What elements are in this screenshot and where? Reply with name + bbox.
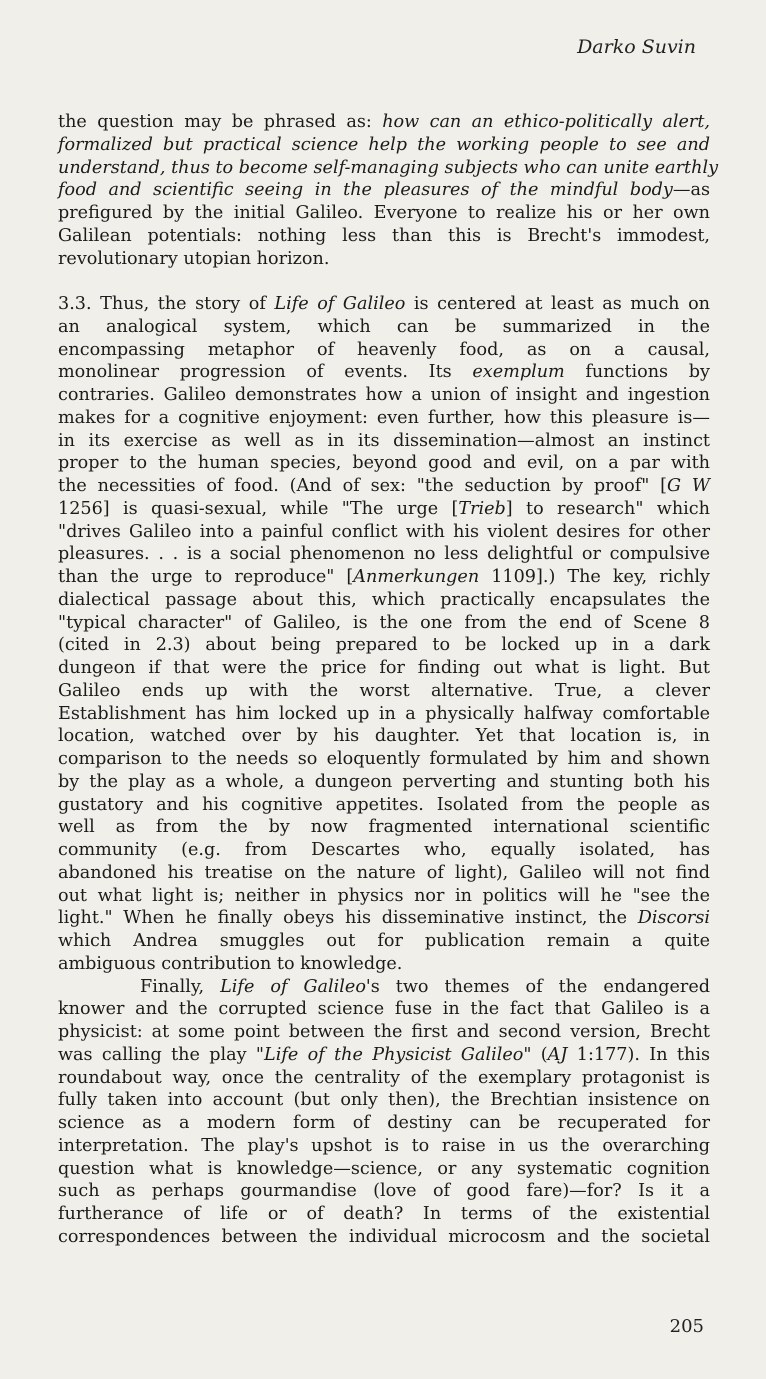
text-line: Finally, Life of Galileo's two themes of the endangered [140, 976, 711, 997]
text-line: 1256] is quasi-sexual, while "The urge [Trieb] to research" which [58, 498, 710, 519]
paragraph-2 [58, 293, 710, 976]
text-line: 3.3. Thus, the story of Life of Galileo is centered at least as much on [58, 294, 711, 314]
text-line: furtherance of life or of death? In terms of the existential [58, 1204, 710, 1224]
text-line: pleasures. . . is a social phenomenon no less delightful or compulsive [58, 544, 710, 565]
text-line: fully taken into account (but only then), the Brechtian insistence on [58, 1090, 710, 1111]
text-line: correspondences between the individual microcosm and the societal [58, 1226, 710, 1247]
text-line: the question may be phrased as: how can an ethico-politically alert, [58, 112, 711, 132]
text-line: location, watched over by his daughter. Yet that location is, in [58, 726, 710, 747]
text-line: encompassing metaphor of heavenly food, as on a causal, [58, 339, 710, 360]
text-line: gustatory and his cognitive appetites. Isolated from the people as [58, 794, 710, 815]
text-line: prefigured by the initial Galileo. Everyone to realize his or her own [58, 203, 710, 223]
text-line: abandoned his treatise on the nature of light), Galileo will not find [58, 862, 710, 883]
text-line: formalized but practical science help the working people to see and [58, 134, 710, 155]
text-line: than the urge to reproduce" [Anmerkungen 1109].) The key, richly [58, 567, 710, 587]
text-line: light." When he finally obeys his disseminative instinct, the Discorsi [58, 908, 710, 929]
body-text [58, 111, 719, 1249]
running-head: Darko Suvin [577, 36, 696, 58]
text-line: makes for a cognitive enjoyment: even further, how this pleasure is— [58, 407, 710, 428]
text-line: (cited in 2.3) about being prepared to be locked up in a dark [58, 635, 710, 656]
text-line: interpretation. The play's upshot is to raise in us the overarching [58, 1135, 710, 1156]
text-line: comparison to the needs so eloquently formulated by him and shown [58, 749, 710, 769]
text-line: Galilean potentials: nothing less than this is Brecht's immodest, [58, 225, 710, 246]
text-line: out what light is; neither in physics nor in politics will he "see the [58, 885, 710, 906]
text-line: dungeon if that were the price for finding out what is light. But [58, 658, 710, 678]
text-line: such as perhaps gourmandise (love of good fare)—for? Is it a [58, 1181, 710, 1202]
paragraph-1 [58, 111, 719, 270]
text-line: which Andrea smuggles out for publication remain a quite [58, 931, 710, 951]
text-line: an analogical system, which can be summarized in the [58, 316, 710, 337]
text-line: roundabout way, once the centrality of the exemplary protagonist is [58, 1067, 710, 1088]
page-number: 205 [669, 1316, 704, 1337]
text-line: food and scientific seeing in the pleasures of the mindful body—as [58, 180, 710, 201]
text-line: Galileo ends up with the worst alternative. True, a clever [58, 680, 710, 701]
text-line: understand, thus to become self-managing subjects who can unite earthly [58, 157, 719, 178]
text-line: contraries. Galileo demonstrates how a union of insight and ingestion [58, 385, 710, 405]
text-line: community (e.g. from Descartes who, equally isolated, has [58, 840, 710, 860]
text-line: ambiguous contribution to knowledge. [58, 953, 403, 974]
paragraph-3 [58, 976, 710, 1249]
text-line: physicist: at some point between the first and second version, Brecht [58, 1022, 710, 1042]
text-line: in its exercise as well as in its dissemination—almost an instinct [58, 430, 710, 451]
text-line: was calling the play "Life of the Physicist Galileo" (AJ 1:177). In this [58, 1044, 710, 1065]
text-line: "drives Galileo into a painful conflict with his violent desires for other [58, 521, 710, 542]
text-line: "typical character" of Galileo, is the one from the end of Scene 8 [58, 612, 710, 633]
text-line: Establishment has him locked up in a physically halfway comfortable [58, 703, 710, 724]
text-line: proper to the human species, beyond good and evil, on a par with [58, 453, 710, 474]
text-line: the necessities of food. (And of sex: "the seduction by proof" [G W [58, 476, 710, 496]
text-line: by the play as a whole, a dungeon perverting and stunting both his [58, 771, 710, 792]
text-line: monolinear progression of events. Its exemplum functions by [58, 362, 710, 383]
text-line: science as a modern form of destiny can be recuperated for [58, 1113, 710, 1133]
text-line: revolutionary utopian horizon. [58, 248, 330, 269]
text-line: knower and the corrupted science fuse in the fact that Galileo is a [58, 999, 710, 1020]
text-line: well as from the by now fragmented international scientific [58, 817, 710, 838]
text-line: dialectical passage about this, which practically encapsulates the [58, 589, 710, 610]
text-line: question what is knowledge—science, or any systematic cognition [58, 1158, 710, 1179]
